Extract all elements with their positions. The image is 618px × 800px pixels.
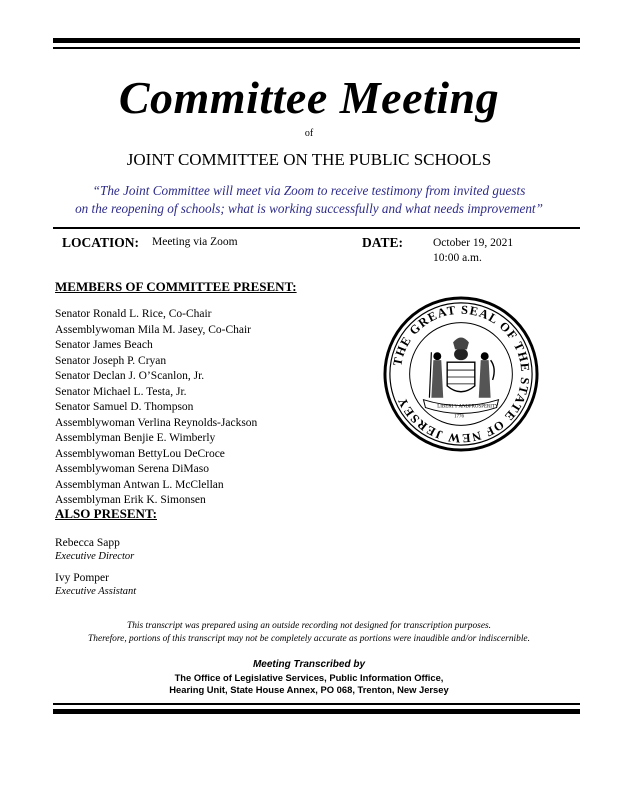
list-item: Senator Declan J. O’Scanlon, Jr. [55,370,205,382]
list-item: Assemblywoman Serena DiMaso [55,463,209,475]
meeting-subject [0,182,618,218]
list-item: Assemblywoman Verlina Reynolds-Jackson [55,416,258,429]
members-list [55,307,257,509]
subject-line: “The Joint Committee will meet via Zoom to receive testimony from invited guests [92,183,526,198]
subject-line: on the reopening of schools; what is working successfully and what needs improvement” [75,201,543,216]
list-item: Assemblyman Benjie E. Wimberly [55,432,216,444]
committee-name: JOINT COMMITTEE ON THE PUBLIC SCHOOLS [126,150,492,169]
seal-banner-left: LIBERTY AND [437,404,470,410]
transcription-credit [0,659,618,697]
list-item: Assemblyman Antwan L. McClellan [55,478,224,491]
transcribed-line: Hearing Unit, State House Annex, PO 068, Trenton, New Jersey [169,684,449,695]
seal-banner-right: PROSPERITY [468,404,499,410]
members-heading: MEMBERS OF COMMITTEE PRESENT: [55,279,297,294]
state-seal-icon [382,295,540,453]
list-item: Senator Joseph P. Cryan [55,354,167,367]
top-rule-thick [53,38,580,43]
date-value [433,236,513,266]
list-item: Assemblyman Erik K. Simonsen [55,494,206,506]
disclaimer-line: This transcript was prepared using an outside recording not designed for transcription purposes. [127,621,491,631]
transcript-disclaimer [0,620,618,646]
bottom-rule-thick [53,709,580,714]
top-rule-thin [53,47,580,49]
meeting-date: October 19, 2021 [433,237,514,249]
transcribed-heading: Meeting Transcribed by [252,659,366,670]
list-item: Senator Michael L. Testa, Jr. [55,385,187,398]
location-value: Meeting via Zoom [152,236,238,248]
seal-ring-text: THE GREAT SEAL OF THE STATE OF NEW JERSEY [390,302,533,446]
attendee [55,571,136,599]
meeting-time: 10:00 a.m. [433,252,482,264]
page-title: Committee Meeting [118,72,500,123]
bottom-rule-thin [53,703,580,705]
list-item: Senator Samuel D. Thompson [55,401,194,413]
attendee-name: Rebecca Sapp [55,537,120,549]
list-item: Assemblywoman BettyLou DeCroce [55,447,225,460]
seal-year: 1776 [454,414,464,420]
date-label: DATE: [362,235,404,250]
transcribed-line: The Office of Legislative Services, Public Information Office, [174,671,444,683]
section-rule [53,227,580,229]
attendee-role: Executive Director [55,551,135,562]
location-label: LOCATION: [62,235,140,250]
attendee [55,536,134,564]
attendee-name: Ivy Pomper [55,572,109,584]
list-item: Senator James Beach [55,339,153,351]
disclaimer-line: Therefore, portions of this transcript may not be completely accurate as portions were inaudible and/or indiscernible. [88,634,530,644]
list-item: Assemblywoman Mila M. Jasey, Co-Chair [55,323,252,336]
list-item: Senator Ronald L. Rice, Co-Chair [55,308,212,320]
attendee-role: Executive Assistant [55,586,137,597]
also-present-heading: ALSO PRESENT: [55,506,157,521]
of-label: of [304,128,314,139]
